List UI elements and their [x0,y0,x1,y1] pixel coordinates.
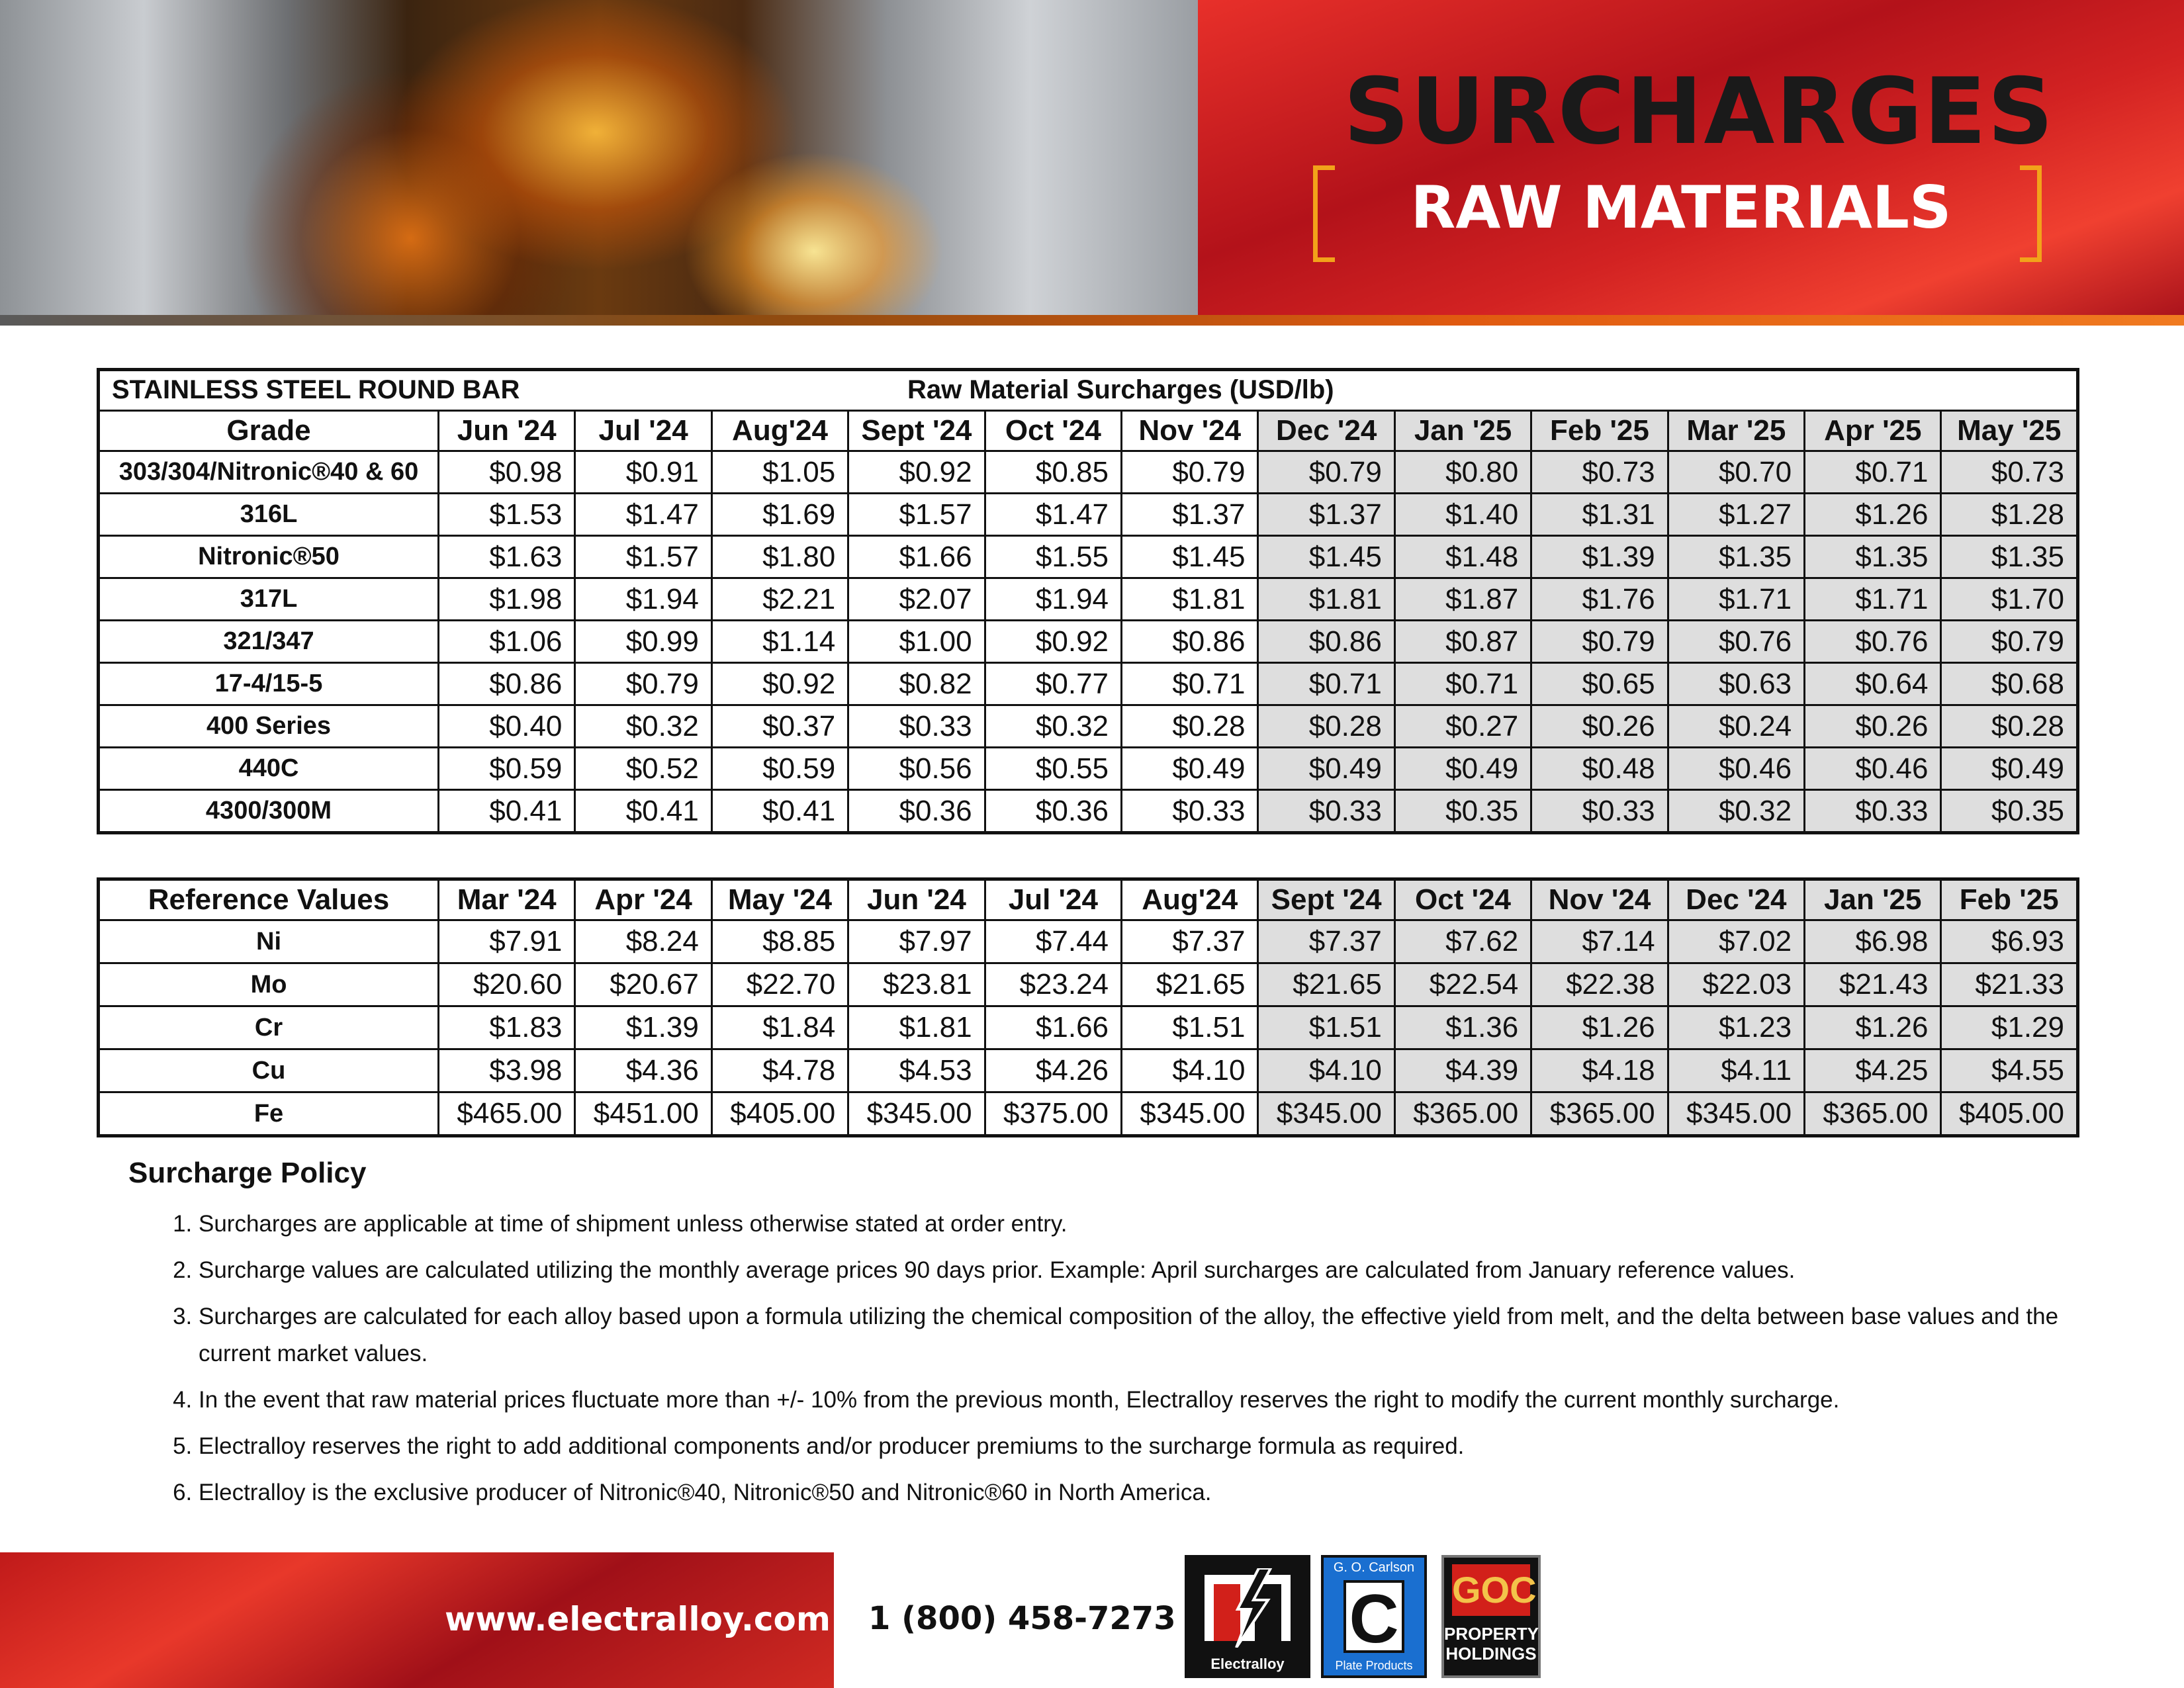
element-cell: Cu [99,1049,439,1092]
month-header: May '25 [1941,411,2078,451]
value-cell: $22.03 [1668,963,1804,1006]
goc-logo-line2: HOLDINGS [1445,1644,1537,1664]
value-cell: $1.66 [985,1006,1121,1049]
value-cell: $1.51 [1258,1006,1394,1049]
value-cell: $0.41 [575,790,711,833]
value-cell: $0.59 [711,748,848,790]
website-link[interactable]: www.electralloy.com [445,1600,831,1638]
value-cell: $1.35 [1668,536,1804,578]
value-cell: $7.97 [848,920,985,963]
value-cell: $0.91 [575,451,711,494]
value-cell: $465.00 [439,1092,575,1136]
value-cell: $4.36 [575,1049,711,1092]
value-cell: $1.81 [1122,578,1258,621]
value-cell: $3.98 [439,1049,575,1092]
policy-title: Surcharge Policy [128,1157,367,1189]
value-cell: $0.40 [439,705,575,748]
value-cell: $1.81 [1258,578,1394,621]
value-cell: $1.87 [1394,578,1531,621]
value-cell: $2.21 [711,578,848,621]
grade-row [99,748,2078,790]
value-cell: $7.62 [1394,920,1531,963]
goc-logo-line1: PROPERTY [1444,1624,1539,1644]
value-cell: $0.24 [1668,705,1804,748]
grade-row [99,705,2078,748]
value-cell: $0.37 [711,705,848,748]
month-header: Dec '24 [1258,411,1394,451]
value-cell: $1.23 [1668,1006,1804,1049]
value-cell: $1.40 [1394,494,1531,536]
value-cell: $1.57 [575,536,711,578]
month-header: Jul '24 [985,879,1121,920]
value-cell: $1.35 [1941,536,2078,578]
value-cell: $0.71 [1258,663,1394,705]
value-cell: $20.60 [439,963,575,1006]
value-cell: $1.37 [1258,494,1394,536]
value-cell: $0.73 [1531,451,1668,494]
goc-logo-bottom [1444,1624,1538,1664]
value-cell: $1.39 [575,1006,711,1049]
value-cell: $0.86 [439,663,575,705]
page-title: SURCHARGES [1343,58,2055,165]
value-cell: $7.44 [985,920,1121,963]
value-cell: $1.55 [985,536,1121,578]
value-cell: $1.37 [1122,494,1258,536]
value-cell: $0.92 [711,663,848,705]
month-header: Jan '25 [1394,411,1531,451]
lightning-bolt-icon [1205,1568,1291,1648]
product-name: STAINLESS STEEL ROUND BAR [112,375,520,404]
value-cell: $0.71 [1122,663,1258,705]
value-cell: $0.32 [575,705,711,748]
value-cell: $0.26 [1531,705,1668,748]
value-cell: $1.84 [711,1006,848,1049]
value-cell: $1.26 [1531,1006,1668,1049]
page-subtitle: RAW MATERIALS [1410,173,1952,242]
value-cell: $1.53 [439,494,575,536]
policy-item: 3. Surcharges are calculated for each alloy based upon a formula utilizing the chemical composition of the alloy, the effective yield from melt, and the delta between base values and the current market values. [199,1298,2118,1372]
month-header: Sept '24 [848,411,985,451]
month-header: Nov '24 [1122,411,1258,451]
value-cell: $1.29 [1941,1006,2078,1049]
surcharge-caption: Raw Material Surcharges (USD/lb) [907,375,1334,404]
value-cell: $405.00 [711,1092,848,1136]
policy-item: 4. In the event that raw material prices fluctuate more than +/- 10% from the previous month, Electralloy reserves the right to modify the current monthly surcharge. [199,1382,2118,1419]
value-cell: $6.93 [1941,920,2078,963]
goc-logo-top: GOC [1452,1564,1530,1616]
value-cell: $4.25 [1805,1049,1941,1092]
value-cell: $1.45 [1122,536,1258,578]
grade-row [99,536,2078,578]
value-cell: $375.00 [985,1092,1121,1136]
value-cell: $1.76 [1531,578,1668,621]
value-cell: $0.36 [848,790,985,833]
electralloy-logo-text: Electralloy [1210,1656,1285,1672]
value-cell: $1.48 [1394,536,1531,578]
value-cell: $0.79 [1258,451,1394,494]
value-cell: $0.92 [985,621,1121,663]
value-cell: $0.82 [848,663,985,705]
value-cell: $7.02 [1668,920,1804,963]
value-cell: $1.00 [848,621,985,663]
value-cell: $8.85 [711,920,848,963]
value-cell: $0.33 [1805,790,1941,833]
month-header: Nov '24 [1531,879,1668,920]
grade-row [99,621,2078,663]
value-cell: $1.66 [848,536,985,578]
element-row [99,1006,2078,1049]
value-cell: $1.39 [1531,536,1668,578]
value-cell: $0.71 [1805,451,1941,494]
value-cell: $6.98 [1805,920,1941,963]
value-cell: $0.35 [1394,790,1531,833]
surcharge-header-row [99,411,2078,451]
value-cell: $0.46 [1805,748,1941,790]
value-cell: $405.00 [1941,1092,2078,1136]
value-cell: $0.77 [985,663,1121,705]
value-cell: $0.79 [1122,451,1258,494]
value-cell: $0.33 [1258,790,1394,833]
value-cell: $0.33 [1531,790,1668,833]
grade-cell: 400 Series [99,705,439,748]
value-cell: $0.48 [1531,748,1668,790]
month-header: Jun '24 [848,879,985,920]
value-cell: $0.70 [1668,451,1804,494]
value-cell: $4.55 [1941,1049,2078,1092]
value-cell: $21.65 [1258,963,1394,1006]
carlson-logo-bottom: Plate Products [1335,1659,1413,1672]
element-cell: Mo [99,963,439,1006]
value-cell: $21.43 [1805,963,1941,1006]
value-cell: $1.70 [1941,578,2078,621]
grade-row [99,790,2078,833]
value-cell: $1.71 [1805,578,1941,621]
grade-cell: 317L [99,578,439,621]
value-cell: $0.56 [848,748,985,790]
element-row [99,1049,2078,1092]
value-cell: $365.00 [1805,1092,1941,1136]
month-header: Mar '24 [439,879,575,920]
value-cell: $0.98 [439,451,575,494]
value-cell: $1.71 [1668,578,1804,621]
value-cell: $365.00 [1394,1092,1531,1136]
value-cell: $1.47 [985,494,1121,536]
element-cell: Fe [99,1092,439,1136]
value-cell: $0.52 [575,748,711,790]
policy-item: 6. Electralloy is the exclusive producer of Nitronic®40, Nitronic®50 and Nitronic®60 in North America. [199,1474,2118,1511]
value-cell: $1.63 [439,536,575,578]
surcharge-caption-cell [99,370,2078,411]
carlson-logo-letter: C [1343,1580,1404,1653]
value-cell: $345.00 [1122,1092,1258,1136]
value-cell: $1.83 [439,1006,575,1049]
reference-values-header: Reference Values [99,879,439,920]
value-cell: $365.00 [1531,1092,1668,1136]
value-cell: $0.26 [1805,705,1941,748]
value-cell: $22.70 [711,963,848,1006]
value-cell: $7.14 [1531,920,1668,963]
month-header: Sept '24 [1258,879,1394,920]
value-cell: $1.26 [1805,494,1941,536]
grade-cell: 321/347 [99,621,439,663]
value-cell: $0.41 [439,790,575,833]
value-cell: $1.35 [1805,536,1941,578]
value-cell: $1.69 [711,494,848,536]
value-cell: $4.11 [1668,1049,1804,1092]
value-cell: $1.98 [439,578,575,621]
value-cell: $0.76 [1668,621,1804,663]
value-cell: $4.26 [985,1049,1121,1092]
value-cell: $0.79 [1941,621,2078,663]
steel-mill-photo [0,0,1198,326]
carlson-logo [1321,1555,1427,1678]
carlson-logo-top: G. O. Carlson [1333,1560,1415,1575]
goc-logo [1441,1555,1541,1678]
value-cell: $1.94 [575,578,711,621]
value-cell: $0.99 [575,621,711,663]
value-cell: $0.35 [1941,790,2078,833]
grade-row [99,451,2078,494]
element-row [99,1092,2078,1136]
value-cell: $2.07 [848,578,985,621]
surcharge-table [97,368,2079,834]
value-cell: $0.73 [1941,451,2078,494]
value-cell: $1.81 [848,1006,985,1049]
value-cell: $4.39 [1394,1049,1531,1092]
grade-cell: 316L [99,494,439,536]
value-cell: $1.36 [1394,1006,1531,1049]
value-cell: $0.49 [1122,748,1258,790]
grade-header: Grade [99,411,439,451]
value-cell: $0.59 [439,748,575,790]
value-cell: $23.81 [848,963,985,1006]
month-header: Feb '25 [1531,411,1668,451]
value-cell: $4.18 [1531,1049,1668,1092]
element-cell: Ni [99,920,439,963]
month-header: Apr '24 [575,879,711,920]
value-cell: $1.80 [711,536,848,578]
grade-cell: 303/304/Nitronic®40 & 60 [99,451,439,494]
value-cell: $1.06 [439,621,575,663]
value-cell: $0.46 [1668,748,1804,790]
value-cell: $1.14 [711,621,848,663]
value-cell: $21.33 [1941,963,2078,1006]
element-cell: Cr [99,1006,439,1049]
header-banner [0,0,2184,326]
value-cell: $0.49 [1258,748,1394,790]
value-cell: $451.00 [575,1092,711,1136]
month-header: Jan '25 [1805,879,1941,920]
value-cell: $1.31 [1531,494,1668,536]
grade-row [99,663,2078,705]
value-cell: $0.79 [1531,621,1668,663]
value-cell: $0.68 [1941,663,2078,705]
element-row [99,920,2078,963]
phone-number: 1 (800) 458-7273 [868,1600,1176,1637]
value-cell: $0.28 [1258,705,1394,748]
value-cell: $0.85 [985,451,1121,494]
value-cell: $4.53 [848,1049,985,1092]
value-cell: $0.28 [1122,705,1258,748]
policy-item: 1. Surcharges are applicable at time of shipment unless otherwise stated at order entry. [199,1206,2118,1243]
value-cell: $4.10 [1122,1049,1258,1092]
value-cell: $1.26 [1805,1006,1941,1049]
value-cell: $0.76 [1805,621,1941,663]
value-cell: $0.87 [1394,621,1531,663]
value-cell: $0.71 [1394,663,1531,705]
value-cell: $1.57 [848,494,985,536]
value-cell: $7.91 [439,920,575,963]
value-cell: $0.27 [1394,705,1531,748]
value-cell: $0.63 [1668,663,1804,705]
value-cell: $0.64 [1805,663,1941,705]
month-header: Dec '24 [1668,879,1804,920]
value-cell: $1.05 [711,451,848,494]
value-cell: $1.28 [1941,494,2078,536]
value-cell: $0.36 [985,790,1121,833]
value-cell: $1.51 [1122,1006,1258,1049]
value-cell: $22.38 [1531,963,1668,1006]
value-cell: $22.54 [1394,963,1531,1006]
value-cell: $345.00 [848,1092,985,1136]
value-cell: $0.33 [1122,790,1258,833]
month-header: Aug'24 [1122,879,1258,920]
value-cell: $23.24 [985,963,1121,1006]
value-cell: $1.47 [575,494,711,536]
reference-values-table [97,877,2079,1137]
grade-cell: 4300/300M [99,790,439,833]
value-cell: $0.41 [711,790,848,833]
month-header: Aug'24 [711,411,848,451]
electralloy-logo [1185,1555,1310,1678]
month-header: Apr '25 [1805,411,1941,451]
value-cell: $0.80 [1394,451,1531,494]
grade-cell: Nitronic®50 [99,536,439,578]
month-header: Oct '24 [1394,879,1531,920]
value-cell: $0.32 [985,705,1121,748]
value-cell: $4.10 [1258,1049,1394,1092]
policy-item: 5. Electralloy reserves the right to add additional components and/or producer premiums to the surcharge formula as required. [199,1428,2118,1465]
month-header: Mar '25 [1668,411,1804,451]
grade-row [99,578,2078,621]
value-cell: $21.65 [1122,963,1258,1006]
grade-cell: 440C [99,748,439,790]
value-cell: $1.27 [1668,494,1804,536]
value-cell: $0.86 [1122,621,1258,663]
value-cell: $8.24 [575,920,711,963]
month-header: Jun '24 [439,411,575,451]
grade-cell: 17-4/15-5 [99,663,439,705]
value-cell: $7.37 [1258,920,1394,963]
value-cell: $345.00 [1258,1092,1394,1136]
value-cell: $345.00 [1668,1092,1804,1136]
value-cell: $20.67 [575,963,711,1006]
value-cell: $0.79 [575,663,711,705]
value-cell: $1.94 [985,578,1121,621]
value-cell: $4.78 [711,1049,848,1092]
value-cell: $0.86 [1258,621,1394,663]
element-row [99,963,2078,1006]
month-header: Oct '24 [985,411,1121,451]
policy-list [167,1206,2118,1521]
month-header: Feb '25 [1941,879,2078,920]
value-cell: $0.65 [1531,663,1668,705]
month-header: Jul '24 [575,411,711,451]
value-cell: $0.92 [848,451,985,494]
value-cell: $0.28 [1941,705,2078,748]
value-cell: $0.55 [985,748,1121,790]
month-header: May '24 [711,879,848,920]
value-cell: $0.32 [1668,790,1804,833]
header-divider [0,315,2184,326]
reference-header-row [99,879,2078,920]
surcharge-caption-row [99,370,2078,411]
value-cell: $0.33 [848,705,985,748]
value-cell: $0.49 [1394,748,1531,790]
policy-item: 2. Surcharge values are calculated utilizing the monthly average prices 90 days prior. Example: April surcharges are calculated from January reference values. [199,1252,2118,1289]
value-cell: $1.45 [1258,536,1394,578]
right-bracket-icon [2020,165,2042,262]
value-cell: $0.49 [1941,748,2078,790]
value-cell: $7.37 [1122,920,1258,963]
grade-row [99,494,2078,536]
